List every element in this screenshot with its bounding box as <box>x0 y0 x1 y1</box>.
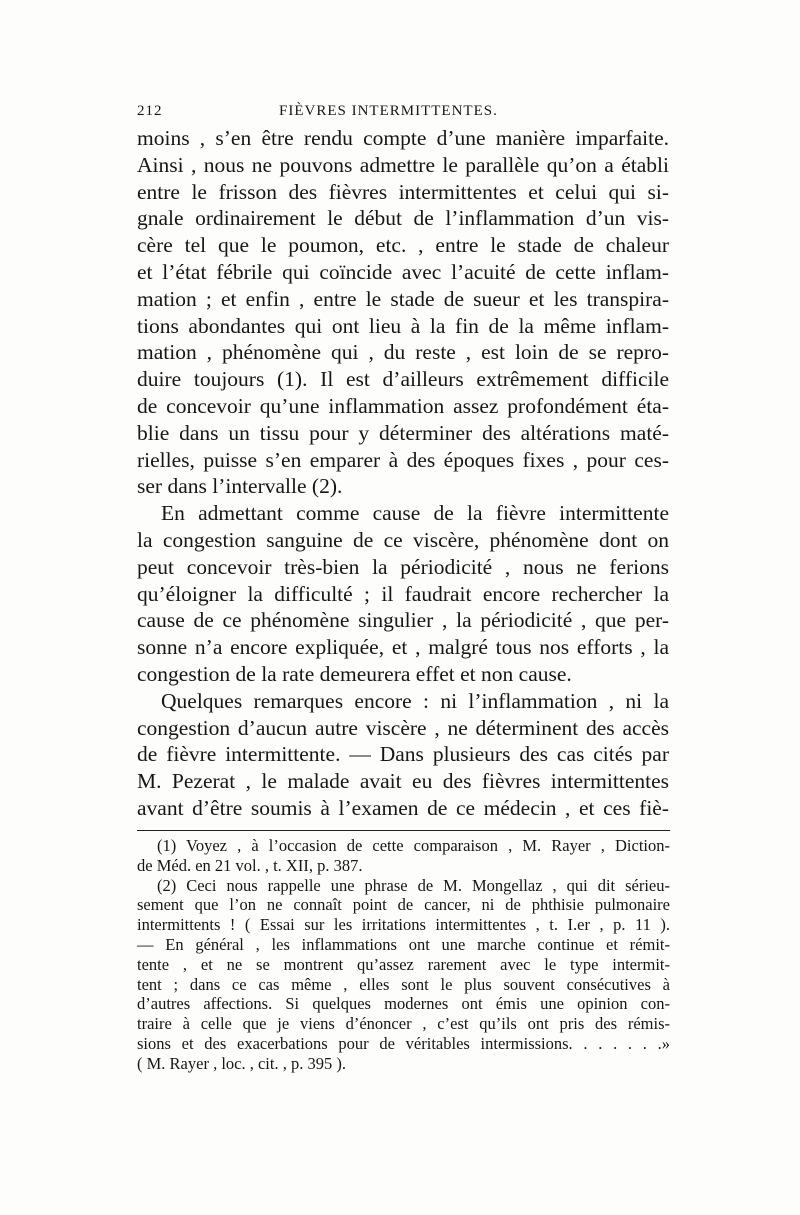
body-line: congestion d’aucun autre viscère , ne déterminent des accès <box>137 715 669 740</box>
footnote-line: traire à celle que je viens d’énoncer , c’est qu’ils ont pris des rémis- <box>137 1014 670 1034</box>
body-line: entre le frisson des fièvres intermittentes et celui qui si- <box>137 179 669 204</box>
page-number: 212 <box>137 103 163 119</box>
body-line: de fièvre intermittente. — Dans plusieurs des cas cités par <box>137 742 669 767</box>
body-line: sonne n’a encore expliquée, et , malgré tous nos efforts , la <box>137 635 669 660</box>
body-line: duire toujours (1). Il est d’ailleurs extrêmement difficile <box>137 367 669 392</box>
body-line: moins , s’en être rendu compte d’une manière imparfaite. <box>137 126 669 150</box>
body-line: avant d’être soumis à l’examen de ce médecin , et ces fiè- <box>137 795 669 820</box>
running-head: FIÈVRES INTERMITTENTES. <box>279 103 498 119</box>
body-line: M. Pezerat , le malade avait eu des fièvres intermittentes <box>137 769 669 794</box>
footnote-line: ( M. Rayer , loc. , cit. , p. 395 ). <box>137 1053 346 1073</box>
footnotes <box>137 836 677 1074</box>
footnote-line: (1) Voyez , à l’occasion de cette comparaison , M. Rayer , Diction- <box>157 836 670 855</box>
body-line: Quelques remarques encore : ni l’inflammation , ni la <box>161 688 669 713</box>
body-line: gnale ordinairement le début de l’inflammation d’un vis- <box>137 206 669 231</box>
footnote-line: sement que l’on ne connaît point de cancer, ni de phthisie pulmonaire <box>137 895 670 915</box>
body-line: la congestion sanguine de ce viscère, phénomène dont on <box>137 527 669 552</box>
body-line: Ainsi , nous ne pouvons admettre le parallèle qu’on a établi <box>137 152 669 177</box>
footnote-line: tente , et ne se montrent qu’assez rarement avec le type intermit- <box>137 954 670 974</box>
body-line: cère tel que le poumon, etc. , entre le stade de chaleur <box>137 233 669 258</box>
body-line: blie dans un tissu pour y déterminer des altérations maté- <box>137 420 669 445</box>
footnote-line: sions et des exacerbations pour de véritables intermissions. . . . . . .» <box>137 1033 670 1053</box>
body-line: tions abondantes qui ont lieu à la fin de la même inflam- <box>137 313 669 338</box>
footnote-line: intermittents ! ( Essai sur les irritations intermittentes , t. I.er , p. 11 ). <box>137 915 670 935</box>
body-line: peut concevoir très-bien la périodicité , nous ne ferions <box>137 554 669 579</box>
footnote-line: tent ; dans ce cas même , elles sont le plus souvent consécutives à <box>137 974 670 994</box>
footnote-line: de Méd. en 21 vol. , t. XII, p. 387. <box>137 855 363 875</box>
footnote-line: (2) Ceci nous rappelle une phrase de M. Mongellaz , qui dit sérieu- <box>157 875 670 895</box>
footnote-line: — En général , les inflammations ont une marche continue et rémit- <box>137 934 670 954</box>
footnote-divider <box>137 830 670 831</box>
body-line: congestion de la rate demeurera effet et non cause. <box>137 661 572 686</box>
body-line: rielles, puisse s’en emparer à des époques fixes , pour ces- <box>137 447 669 472</box>
body-line: mation , phénomène qui , du reste , est loin de se repro- <box>137 340 669 365</box>
page-header <box>137 103 667 125</box>
footnote-line: d’autres affections. Si quelques modernes ont émis une opinion con- <box>137 994 670 1014</box>
body-line: ser dans l’intervalle (2). <box>137 474 343 499</box>
body-line: de concevoir qu’une inflammation assez profondément éta- <box>137 393 669 418</box>
body-text <box>137 125 677 822</box>
body-line: et l’état fébrile qui coïncide avec l’acuité de cette inflam- <box>137 259 669 284</box>
body-line: cause de ce phénomène singulier , la périodicité , que per- <box>137 608 669 633</box>
body-line: En admettant comme cause de la fièvre intermittente <box>161 501 669 526</box>
body-line: mation ; et enfin , entre le stade de sueur et les transpira- <box>137 286 669 311</box>
body-line: qu’éloigner la difficulté ; il faudrait encore rechercher la <box>137 581 669 606</box>
